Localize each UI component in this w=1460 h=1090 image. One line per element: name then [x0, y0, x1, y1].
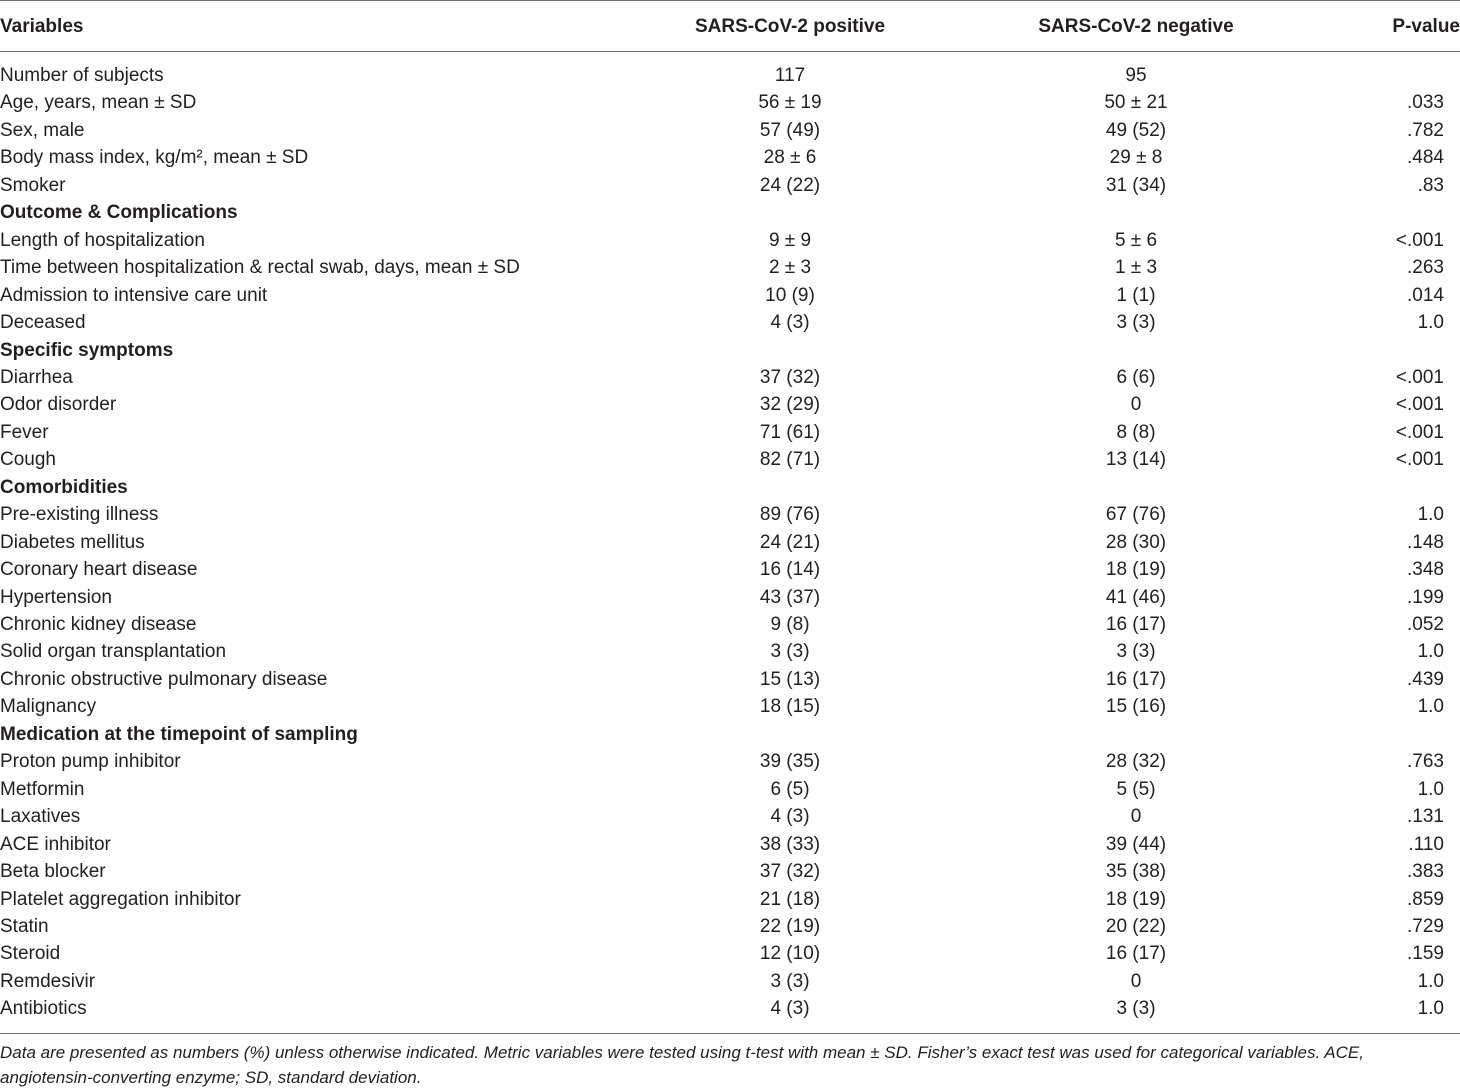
- section-label: Comorbidities: [0, 476, 128, 498]
- table-row: [0, 693, 1460, 721]
- p-value: 1.0: [1417, 312, 1444, 334]
- positive-value: 82 (71): [759, 449, 821, 471]
- header-variables: Variables: [0, 16, 84, 37]
- p-value: <.001: [1395, 421, 1444, 443]
- variable-label: Pre-existing illness: [0, 504, 159, 526]
- positive-value: 24 (22): [759, 174, 821, 196]
- table-row: [0, 584, 1460, 612]
- variable-label: Diarrhea: [0, 366, 73, 388]
- negative-value: 49 (52): [1105, 119, 1167, 141]
- positive-value: 56 ± 19: [758, 92, 822, 114]
- table-row: [0, 776, 1460, 804]
- p-value: .782: [1407, 119, 1444, 141]
- variable-label: Antibiotics: [0, 998, 87, 1020]
- variable-label: Steroid: [0, 943, 61, 965]
- p-value: 1.0: [1417, 970, 1444, 992]
- negative-value: 39 (44): [1105, 833, 1167, 855]
- negative-value: 95: [1125, 65, 1147, 86]
- p-value: .131: [1407, 806, 1444, 828]
- p-value: 1.0: [1417, 504, 1444, 526]
- p-value: 1.0: [1417, 696, 1444, 718]
- positive-value: 3 (3): [770, 641, 810, 663]
- negative-value: 5 (5): [1116, 778, 1156, 800]
- p-value: .729: [1407, 915, 1444, 937]
- table-row: [0, 638, 1460, 666]
- table-row: [0, 803, 1460, 831]
- negative-value: 28 (30): [1105, 531, 1167, 553]
- section-header-row: [0, 337, 1460, 365]
- section-label: Outcome & Complications: [0, 202, 238, 224]
- variable-label: Remdesivir: [0, 970, 96, 992]
- negative-value: 0: [1130, 394, 1142, 416]
- p-value: 1.0: [1417, 778, 1444, 800]
- table-row: [0, 254, 1460, 282]
- negative-value: 16 (17): [1105, 668, 1167, 690]
- positive-value: 24 (21): [759, 531, 821, 553]
- p-value: <.001: [1395, 229, 1444, 251]
- positive-value: 32 (29): [759, 394, 821, 416]
- positive-value: 39 (35): [759, 751, 821, 773]
- negative-value: 15 (16): [1105, 696, 1167, 718]
- positive-value: 3 (3): [770, 970, 810, 992]
- variable-label: Number of subjects: [0, 65, 164, 86]
- section-label: Specific symptoms: [0, 339, 174, 361]
- variable-label: Statin: [0, 915, 49, 937]
- table-row: [0, 556, 1460, 584]
- variable-label: Chronic kidney disease: [0, 614, 197, 635]
- negative-value: 1 ± 3: [1114, 257, 1158, 279]
- variable-label: Fever: [0, 421, 49, 443]
- variable-label: Chronic obstructive pulmonary disease: [0, 668, 328, 690]
- p-value: .110: [1408, 833, 1444, 855]
- positive-value: 28 ± 6: [763, 147, 817, 169]
- variable-label: Hypertension: [0, 586, 112, 608]
- positive-value: 38 (33): [759, 833, 821, 855]
- variable-label: Malignancy: [0, 696, 97, 718]
- variable-label: Smoker: [0, 174, 66, 196]
- table-row: [0, 666, 1460, 694]
- positive-value: 89 (76): [759, 504, 821, 526]
- table-footnote: Data are presented as numbers (%) unless otherwise indicated. Metric variables were tested using t-test with mean ± SD. Fisher’s exact test was used for categorical variables. ACE, angiotensin-converting enzyme; SD, standard deviation.: [0, 1043, 1364, 1087]
- variable-label: Laxatives: [0, 806, 81, 828]
- p-value: .383: [1407, 861, 1444, 883]
- p-value: .159: [1407, 943, 1444, 965]
- table-row: [0, 940, 1460, 968]
- p-value: .052: [1407, 614, 1444, 635]
- p-value: .859: [1407, 888, 1444, 910]
- table-row: [0, 995, 1460, 1023]
- positive-value: 10 (9): [765, 284, 815, 306]
- p-value: 1.0: [1417, 998, 1444, 1020]
- positive-value: 9 ± 9: [768, 229, 812, 251]
- variable-label: Odor disorder: [0, 394, 117, 416]
- variable-label: Metformin: [0, 778, 85, 800]
- positive-value: 16 (14): [759, 559, 821, 581]
- p-value: <.001: [1395, 394, 1444, 416]
- table-row: [0, 446, 1460, 474]
- header-negative: SARS-CoV-2 negative: [1038, 16, 1234, 37]
- table-row: [0, 62, 1460, 90]
- p-value: .148: [1407, 531, 1444, 553]
- table-row: [0, 611, 1460, 639]
- section-header-row: [0, 721, 1460, 749]
- table-row: [0, 227, 1460, 255]
- negative-value: 41 (46): [1105, 586, 1167, 608]
- variable-label: Proton pump inhibitor: [0, 751, 181, 773]
- table-row: [0, 172, 1460, 200]
- variable-label: Time between hospitalization & rectal swab, days, mean ± SD: [0, 257, 520, 279]
- p-value: 1.0: [1417, 641, 1444, 663]
- header-pvalue: P-value: [1392, 16, 1460, 37]
- table-row: [0, 144, 1460, 172]
- negative-value: 16 (17): [1105, 943, 1167, 965]
- positive-value: 12 (10): [759, 943, 821, 965]
- p-value: .439: [1407, 668, 1444, 690]
- negative-value: 6 (6): [1116, 366, 1156, 388]
- table-row: [0, 501, 1460, 529]
- p-value: <.001: [1395, 449, 1444, 471]
- table-row: [0, 968, 1460, 996]
- negative-value: 3 (3): [1116, 998, 1156, 1020]
- variable-label: Diabetes mellitus: [0, 531, 145, 553]
- table-row: [0, 858, 1460, 886]
- positive-value: 18 (15): [759, 696, 821, 718]
- negative-value: 18 (19): [1105, 559, 1167, 581]
- positive-value: 9 (8): [770, 614, 810, 635]
- table-row: [0, 831, 1460, 859]
- positive-value: 22 (19): [759, 915, 821, 937]
- table-row: [0, 913, 1460, 941]
- variable-label: Admission to intensive care unit: [0, 284, 268, 306]
- variable-label: ACE inhibitor: [0, 833, 111, 855]
- section-header-row: [0, 199, 1460, 227]
- variable-label: Solid organ transplantation: [0, 641, 227, 663]
- positive-value: 4 (3): [770, 998, 810, 1020]
- header-positive: SARS-CoV-2 positive: [694, 16, 886, 37]
- positive-value: 71 (61): [759, 421, 821, 443]
- negative-value: 5 ± 6: [1114, 229, 1158, 251]
- negative-value: 3 (3): [1116, 312, 1156, 334]
- variable-label: Deceased: [0, 312, 86, 334]
- variable-label: Beta blocker: [0, 861, 106, 883]
- negative-value: 3 (3): [1116, 641, 1156, 663]
- p-value: .263: [1407, 257, 1444, 279]
- p-value: .83: [1417, 174, 1444, 196]
- negative-value: 1 (1): [1116, 284, 1156, 306]
- section-header-row: [0, 474, 1460, 502]
- positive-value: 6 (5): [770, 778, 810, 800]
- p-value: <.001: [1395, 366, 1444, 388]
- negative-value: 20 (22): [1105, 915, 1167, 937]
- p-value: .033: [1407, 92, 1444, 114]
- negative-value: 18 (19): [1105, 888, 1167, 910]
- table-row: [0, 529, 1460, 557]
- negative-value: 35 (38): [1105, 861, 1167, 883]
- table-header: [0, 0, 1460, 52]
- variable-label: Coronary heart disease: [0, 559, 198, 581]
- negative-value: 16 (17): [1105, 614, 1167, 635]
- table-row: [0, 89, 1460, 117]
- variable-label: Length of hospitalization: [0, 229, 205, 251]
- table-row: [0, 391, 1460, 419]
- section-label: Medication at the timepoint of sampling: [0, 723, 358, 745]
- positive-value: 2 ± 3: [768, 257, 812, 279]
- p-value: .199: [1407, 586, 1444, 608]
- positive-value: 21 (18): [759, 888, 821, 910]
- variable-label: Platelet aggregation inhibitor: [0, 888, 241, 910]
- positive-value: 117: [774, 65, 806, 86]
- table-row: [0, 748, 1460, 776]
- table-row: [0, 117, 1460, 145]
- positive-value: 4 (3): [770, 312, 810, 334]
- negative-value: 67 (76): [1105, 504, 1167, 526]
- negative-value: 0: [1130, 806, 1142, 828]
- variable-label: Cough: [0, 449, 56, 471]
- negative-value: 31 (34): [1105, 174, 1167, 196]
- positive-value: 15 (13): [759, 668, 821, 690]
- bottom-rule: [0, 1033, 1460, 1034]
- p-value: .484: [1407, 147, 1444, 169]
- negative-value: 8 (8): [1116, 421, 1156, 443]
- negative-value: 50 ± 21: [1104, 92, 1168, 114]
- positive-value: 37 (32): [759, 861, 821, 883]
- variable-label: Sex, male: [0, 119, 85, 141]
- variable-label: Age, years, mean ± SD: [0, 92, 197, 114]
- table-row: [0, 419, 1460, 447]
- positive-value: 57 (49): [759, 119, 821, 141]
- table-row: [0, 309, 1460, 337]
- p-value: .763: [1407, 751, 1444, 773]
- negative-value: 0: [1130, 970, 1142, 992]
- positive-value: 4 (3): [770, 806, 810, 828]
- positive-value: 37 (32): [759, 366, 821, 388]
- table-row: [0, 886, 1460, 914]
- p-value: .348: [1407, 559, 1444, 581]
- negative-value: 13 (14): [1105, 449, 1167, 471]
- variable-label: Body mass index, kg/m², mean ± SD: [0, 147, 309, 169]
- positive-value: 43 (37): [759, 586, 821, 608]
- p-value: .014: [1407, 284, 1444, 306]
- table-row: [0, 364, 1460, 392]
- negative-value: 29 ± 8: [1109, 147, 1163, 169]
- table-row: [0, 282, 1460, 310]
- negative-value: 28 (32): [1105, 751, 1167, 773]
